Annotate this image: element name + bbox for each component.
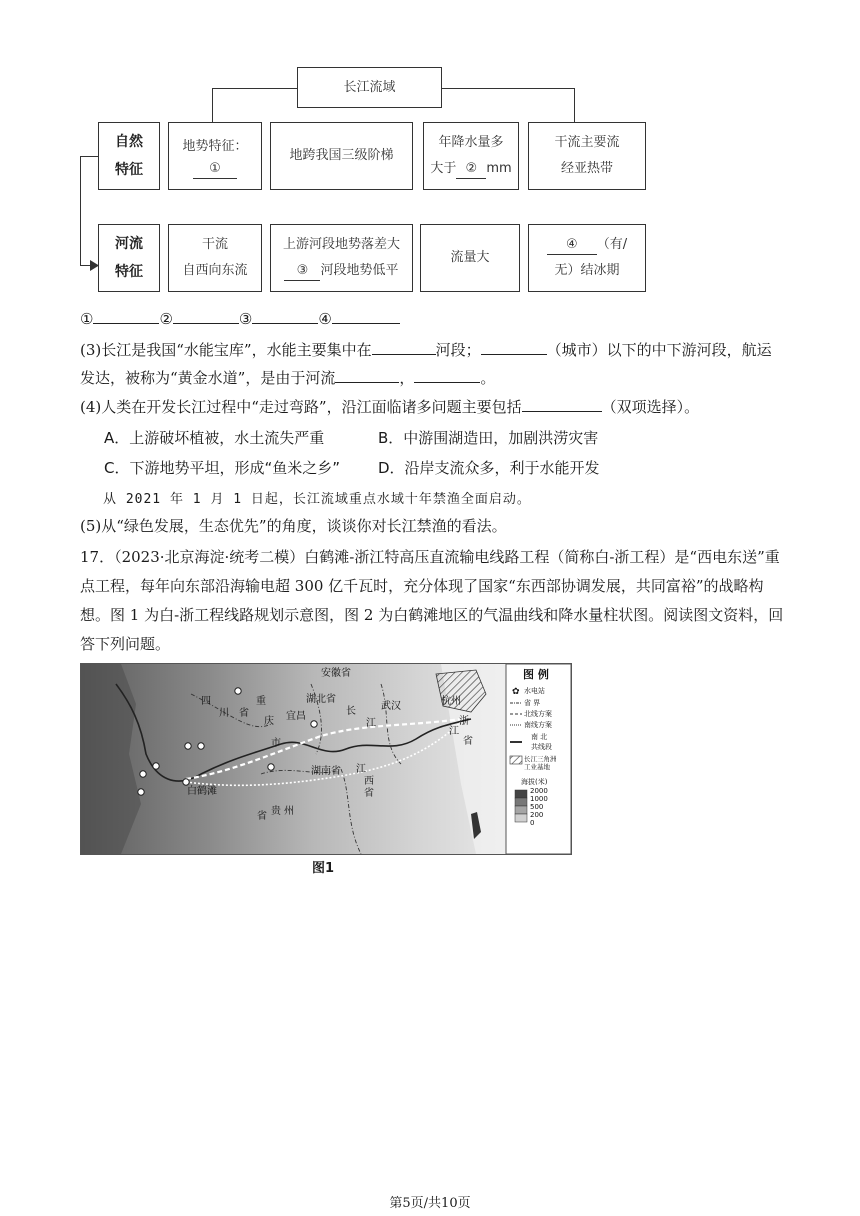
map-label: 省 — [463, 736, 473, 747]
page-footer: 第5页/共10页 — [389, 1196, 471, 1211]
hydro-station-icon — [268, 764, 274, 770]
box-text — [547, 232, 627, 258]
map-label: 川 — [219, 708, 229, 719]
q4-text: (4)人类在开发长江过程中“走过弯路”，沿江面临诸多问题主要包括 — [80, 398, 522, 416]
answer-blank[interactable] — [252, 307, 318, 324]
map-svg — [81, 664, 571, 854]
elevation-tick: 500 — [530, 803, 544, 811]
hydro-station-icon — [185, 743, 191, 749]
map-label: 江 — [449, 726, 459, 737]
nature-label-2: 特征 — [115, 162, 143, 178]
delta-legend-icon — [510, 756, 522, 764]
hydro-station-icon — [140, 771, 146, 777]
legend-item: 北线方案 — [524, 710, 552, 718]
fishing-ban-note: 从 2021 年 1 月 1 日起，长江流域重点水域十年禁渔全面启动。 — [103, 492, 531, 507]
box-text: 上游河段地势落差大 — [282, 237, 400, 252]
answer-blank[interactable] — [332, 307, 400, 324]
legend-item: 南线方案 — [524, 721, 552, 729]
map-label: 湖南省 — [311, 766, 341, 777]
legend-title: 图 例 — [523, 668, 549, 681]
map-label: 省 — [257, 811, 267, 822]
map-label: 四 — [201, 696, 211, 707]
map-label: 宜昌 — [286, 711, 306, 722]
map-label: 西 — [364, 776, 374, 787]
q3-text: (3)长江是我国“水能宝库”，水能主要集中在 — [80, 341, 372, 359]
q4-stem — [80, 395, 699, 418]
root-box: 长江流域 — [297, 67, 442, 108]
map-label: 杭州 — [441, 696, 461, 707]
q17-paragraph: 17．（2023·北京海淀·统考二模）白鹤滩-浙江特高压直流输电线路工程（简称白-浙工程）是“西电东送”重点工程，每年向东部沿海输电超 300 亿千瓦时，充分体现了国家“东西部协调发展，共同富裕”的战略构想。图 1 为白-浙工程线路规划示意图，图 2 为白鹤滩地区的气温曲线和降水量柱状图。阅读图文资料，回答下列问题。 — [80, 548, 784, 653]
elevation-title: 海拔(米) — [521, 778, 548, 786]
map-label: 白鹤滩 — [187, 786, 217, 797]
q4-text: （双项选择）。 — [601, 398, 700, 416]
box-text-3: 河段地势低平 — [320, 263, 399, 278]
answer-blank[interactable] — [481, 338, 547, 355]
river-box-3 — [420, 224, 520, 292]
map-label: 省 — [239, 708, 249, 719]
elevation-tick: 1000 — [530, 795, 548, 803]
river-box-1 — [168, 224, 262, 292]
q3-text: ， — [399, 369, 415, 387]
box-text-post: （有/ — [596, 237, 628, 252]
map-label: 重 — [256, 696, 266, 707]
legend-item: 长江三角洲 — [524, 755, 557, 763]
river-box-2 — [270, 224, 413, 292]
nature-label-1: 自然 — [115, 134, 143, 150]
pre-text: 大于 — [430, 161, 457, 176]
hydro-station-icon — [198, 743, 204, 749]
map-label: 武汉 — [381, 701, 401, 712]
answer-blank[interactable] — [173, 307, 239, 324]
map-label: 贵 — [271, 806, 281, 817]
elevation-swatch — [515, 790, 527, 798]
connector — [574, 88, 575, 122]
q3-line-1 — [80, 338, 772, 361]
elevation-tick: 200 — [530, 811, 544, 819]
hydro-station-icon — [138, 789, 144, 795]
answer-blank[interactable] — [93, 307, 159, 324]
q3-text: 。 — [480, 369, 496, 387]
elevation-swatch — [515, 814, 527, 822]
hydro-legend-icon: ✿ — [512, 687, 520, 697]
q3-text: 发达，被称为“黄金水道”，是由于河流 — [80, 369, 336, 387]
box-text: 地势特征： — [182, 138, 248, 154]
legend-item: 工业基地 — [524, 763, 550, 771]
answer-blank[interactable] — [372, 338, 436, 355]
blank-1: ① — [193, 160, 237, 179]
legend-item: 省 界 — [524, 699, 541, 707]
nature-box-2 — [270, 122, 413, 190]
blank-2: ② — [456, 160, 486, 179]
mark-2: ② — [159, 310, 173, 328]
nature-label-box — [98, 122, 160, 190]
answer-blank[interactable] — [335, 366, 399, 383]
box-text: 地跨我国三级阶梯 — [289, 148, 394, 163]
connector — [212, 88, 297, 89]
legend-item: 南 北 — [531, 733, 548, 741]
q3-text: 河段； — [435, 341, 481, 359]
map-label: 浙 — [459, 716, 469, 727]
box-text: 干流 — [201, 237, 228, 252]
map-label: 市 — [271, 738, 281, 749]
box-text-2: 经亚热带 — [560, 161, 613, 176]
box-text-2: 自西向东流 — [182, 263, 248, 278]
mark-1: ① — [80, 310, 94, 328]
elevation-tick: 0 — [530, 819, 535, 827]
answer-blank[interactable] — [414, 366, 480, 383]
hydro-station-icon — [153, 763, 159, 769]
map-label: 庆 — [264, 716, 274, 727]
box-text: 流量大 — [450, 250, 490, 265]
blank-3: ③ — [284, 262, 320, 281]
option-a[interactable]: A．上游破坏植被，水土流失严重 — [104, 429, 325, 447]
hydro-station-icon — [235, 688, 241, 694]
legend-item: 水电站 — [524, 687, 545, 695]
hydro-station-icon — [183, 779, 189, 785]
connector — [80, 156, 98, 157]
box-text-2 — [284, 258, 398, 284]
elevation-swatch — [515, 806, 527, 814]
nature-box-1 — [168, 122, 262, 190]
river-label-2: 特征 — [115, 264, 143, 280]
connector — [212, 88, 213, 122]
answer-blank[interactable] — [522, 395, 602, 412]
unit-text: mm — [486, 161, 512, 176]
mark-3: ③ — [238, 310, 253, 328]
route-map — [80, 663, 572, 855]
map-label: 省 — [364, 788, 374, 799]
hydro-station-icon — [311, 721, 317, 727]
river-label-box — [98, 224, 160, 292]
box-text: 年降水量多 — [438, 135, 504, 150]
answer-line — [80, 307, 400, 330]
option-b[interactable]: B．中游围湖造田，加剧洪涝灾害 — [378, 429, 599, 447]
connector — [80, 156, 81, 265]
map-label: 州 — [284, 806, 294, 817]
q5: (5)从“绿色发展，生态优先”的角度，谈谈你对长江禁渔的看法。 — [80, 517, 507, 535]
river-label-1: 河流 — [115, 236, 143, 252]
map-label: 长 — [346, 706, 356, 717]
q3-text: （城市）以下的中下游河段，航运 — [546, 341, 772, 359]
mark-4: ④ — [318, 310, 332, 328]
figure-caption: 图1 — [312, 861, 335, 876]
box-text-2: 无）结冰期 — [554, 263, 620, 278]
q3-line-2 — [80, 366, 495, 389]
legend-item: 共线段 — [531, 743, 552, 751]
connector — [442, 88, 575, 89]
blank-4: ④ — [547, 236, 597, 255]
option-d[interactable]: D．沿岸支流众多，利于水能开发 — [378, 459, 600, 477]
river-box-4 — [528, 224, 646, 292]
map-label: 江 — [366, 718, 376, 729]
nature-box-4 — [528, 122, 646, 190]
option-c[interactable]: C．下游地势平坦，形成“鱼米之乡” — [104, 459, 341, 477]
elevation-tick: 2000 — [530, 787, 548, 795]
map-label: 安徽省 — [321, 668, 351, 679]
box-text-2 — [430, 156, 511, 182]
box-text: 干流主要流 — [554, 135, 620, 150]
nature-box-3 — [423, 122, 519, 190]
map-label: 湖北省 — [306, 694, 336, 705]
elevation-swatch — [515, 798, 527, 806]
map-label: 江 — [356, 764, 366, 775]
